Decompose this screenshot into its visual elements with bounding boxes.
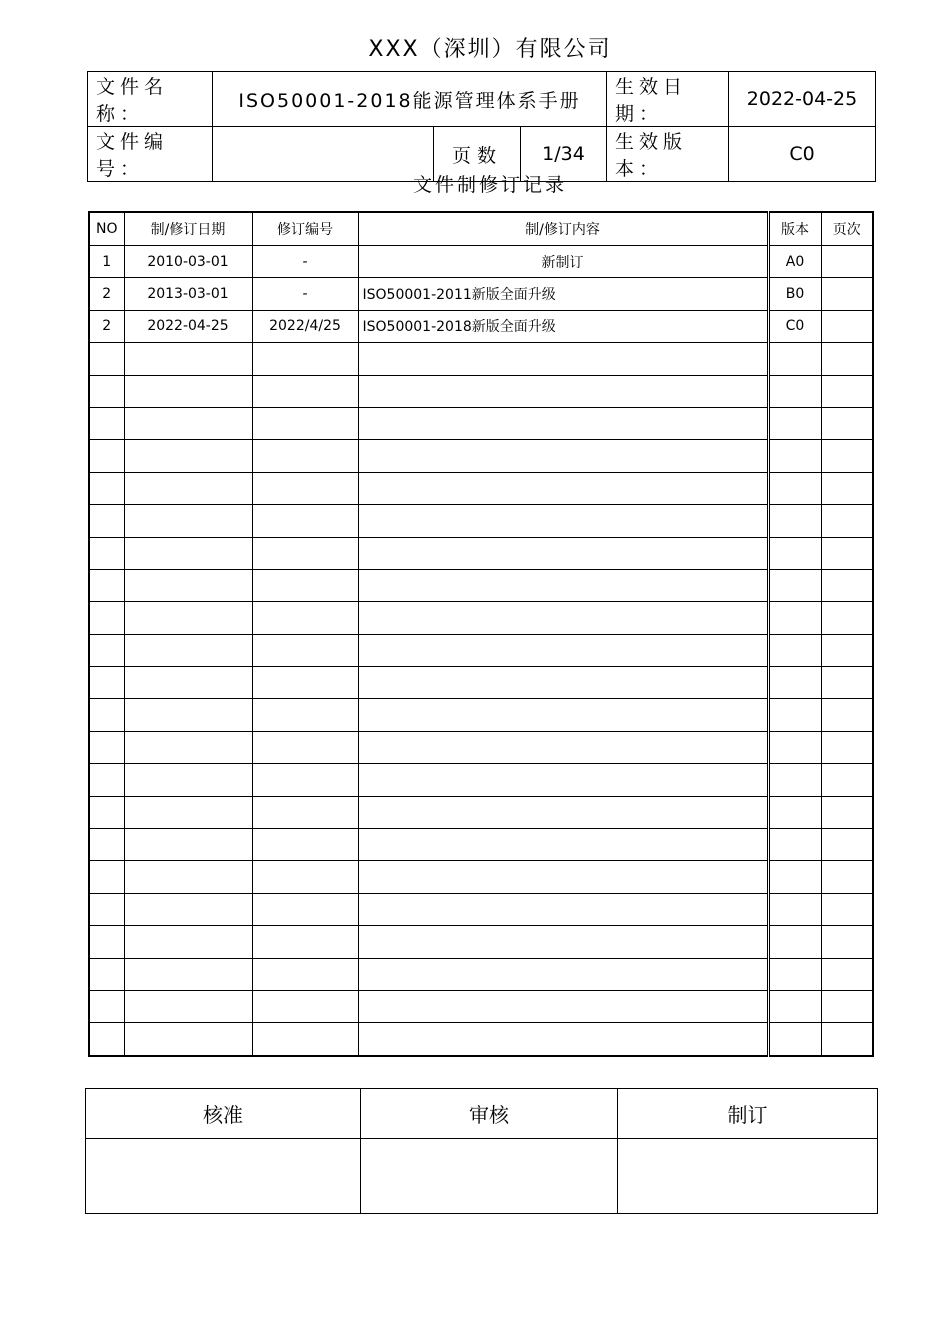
- empty-cell: [252, 537, 358, 569]
- doc-name-value: ISO50001-2018能源管理体系手册: [213, 72, 607, 127]
- empty-table-row: [89, 537, 873, 569]
- empty-cell: [89, 634, 124, 666]
- empty-cell: [252, 667, 358, 699]
- empty-table-row: [89, 893, 873, 925]
- empty-cell: [252, 407, 358, 439]
- empty-table-row: [89, 764, 873, 796]
- empty-cell: [358, 602, 768, 634]
- empty-cell: [768, 958, 821, 990]
- empty-cell: [821, 602, 873, 634]
- empty-table-row: [89, 958, 873, 990]
- empty-cell: [821, 731, 873, 763]
- doc-name-label: 文件名称：: [88, 72, 213, 127]
- empty-cell: [821, 893, 873, 925]
- empty-cell: [821, 505, 873, 537]
- empty-cell: [358, 667, 768, 699]
- empty-cell: [252, 343, 358, 375]
- empty-cell: [89, 472, 124, 504]
- empty-cell: [124, 343, 252, 375]
- empty-cell: [821, 667, 873, 699]
- empty-cell: [821, 1023, 873, 1056]
- empty-cell: [124, 796, 252, 828]
- empty-cell: [358, 893, 768, 925]
- empty-cell: [124, 375, 252, 407]
- empty-cell: [358, 407, 768, 439]
- page-count-label: 页数: [434, 127, 521, 182]
- empty-cell: [124, 505, 252, 537]
- empty-table-row: [89, 699, 873, 731]
- empty-cell: [252, 829, 358, 861]
- empty-cell: [124, 958, 252, 990]
- approve-label: 核准: [86, 1089, 361, 1139]
- row-date: 2022-04-25: [124, 310, 252, 342]
- empty-cell: [821, 537, 873, 569]
- empty-table-row: [89, 926, 873, 958]
- empty-cell: [124, 829, 252, 861]
- empty-cell: [89, 699, 124, 731]
- empty-cell: [252, 958, 358, 990]
- empty-cell: [124, 407, 252, 439]
- empty-cell: [252, 926, 358, 958]
- empty-cell: [124, 569, 252, 601]
- doc-number-label: 文件编号：: [88, 127, 213, 182]
- empty-cell: [252, 634, 358, 666]
- empty-table-row: [89, 505, 873, 537]
- empty-cell: [768, 796, 821, 828]
- empty-cell: [358, 569, 768, 601]
- empty-cell: [358, 958, 768, 990]
- row-date: 2010-03-01: [124, 246, 252, 278]
- empty-cell: [89, 990, 124, 1022]
- empty-table-row: [89, 569, 873, 601]
- empty-cell: [89, 602, 124, 634]
- empty-cell: [358, 829, 768, 861]
- effective-version-value: C0: [729, 127, 876, 182]
- row-content: ISO50001-2018新版全面升级: [358, 310, 768, 342]
- empty-cell: [89, 407, 124, 439]
- empty-table-row: [89, 829, 873, 861]
- row-date: 2013-03-01: [124, 278, 252, 310]
- empty-cell: [358, 440, 768, 472]
- empty-cell: [124, 634, 252, 666]
- review-label: 审核: [361, 1089, 618, 1139]
- empty-cell: [358, 699, 768, 731]
- row-rev-no: -: [252, 246, 358, 278]
- header-version: 版本: [768, 212, 821, 246]
- empty-cell: [124, 472, 252, 504]
- empty-cell: [768, 926, 821, 958]
- empty-table-row: [89, 407, 873, 439]
- empty-cell: [252, 440, 358, 472]
- empty-cell: [768, 764, 821, 796]
- empty-cell: [768, 505, 821, 537]
- revision-table-header: [89, 212, 873, 246]
- empty-table-row: [89, 796, 873, 828]
- empty-cell: [252, 602, 358, 634]
- table-row: [89, 278, 873, 310]
- row-pages: [821, 278, 873, 310]
- empty-cell: [768, 343, 821, 375]
- empty-cell: [821, 796, 873, 828]
- empty-cell: [89, 343, 124, 375]
- empty-cell: [768, 990, 821, 1022]
- empty-table-row: [89, 472, 873, 504]
- empty-cell: [821, 990, 873, 1022]
- header-rev-no: 修订编号: [252, 212, 358, 246]
- empty-cell: [358, 343, 768, 375]
- empty-cell: [89, 1023, 124, 1056]
- empty-cell: [768, 375, 821, 407]
- empty-cell: [358, 1023, 768, 1056]
- row-content: 新制订: [358, 246, 768, 278]
- empty-cell: [358, 375, 768, 407]
- approval-table: [85, 1088, 878, 1214]
- header-content: 制/修订内容: [358, 212, 768, 246]
- empty-cell: [768, 731, 821, 763]
- header-pages: 页次: [821, 212, 873, 246]
- empty-cell: [124, 926, 252, 958]
- empty-cell: [89, 796, 124, 828]
- row-version: C0: [768, 310, 821, 342]
- empty-cell: [124, 537, 252, 569]
- empty-table-row: [89, 667, 873, 699]
- empty-cell: [124, 990, 252, 1022]
- empty-table-row: [89, 602, 873, 634]
- empty-cell: [358, 634, 768, 666]
- section-title: 文件制修订记录: [412, 174, 567, 196]
- empty-cell: [124, 440, 252, 472]
- empty-cell: [89, 764, 124, 796]
- empty-cell: [358, 764, 768, 796]
- empty-table-row: [89, 440, 873, 472]
- document-info-table: [87, 71, 876, 182]
- row-version: B0: [768, 278, 821, 310]
- empty-table-row: [89, 731, 873, 763]
- empty-cell: [821, 926, 873, 958]
- empty-cell: [821, 472, 873, 504]
- company-title: XXX（深圳）有限公司: [368, 37, 612, 62]
- empty-cell: [89, 926, 124, 958]
- empty-cell: [358, 731, 768, 763]
- row-content: ISO50001-2011新版全面升级: [358, 278, 768, 310]
- empty-cell: [124, 1023, 252, 1056]
- empty-cell: [252, 764, 358, 796]
- empty-cell: [124, 893, 252, 925]
- empty-cell: [821, 375, 873, 407]
- empty-cell: [252, 699, 358, 731]
- table-row: [89, 310, 873, 342]
- empty-cell: [124, 731, 252, 763]
- empty-cell: [124, 699, 252, 731]
- empty-cell: [358, 796, 768, 828]
- empty-cell: [768, 569, 821, 601]
- empty-cell: [768, 699, 821, 731]
- row-rev-no: 2022/4/25: [252, 310, 358, 342]
- empty-table-row: [89, 634, 873, 666]
- empty-cell: [821, 764, 873, 796]
- header-no: NO: [89, 212, 124, 246]
- empty-cell: [358, 537, 768, 569]
- revision-record-table: [88, 211, 874, 1057]
- empty-cell: [89, 505, 124, 537]
- empty-cell: [821, 569, 873, 601]
- empty-cell: [124, 602, 252, 634]
- empty-cell: [768, 1023, 821, 1056]
- empty-cell: [124, 861, 252, 893]
- empty-cell: [821, 343, 873, 375]
- empty-table-row: [89, 861, 873, 893]
- row-rev-no: -: [252, 278, 358, 310]
- empty-cell: [768, 667, 821, 699]
- prepare-signature-cell[interactable]: [618, 1139, 878, 1214]
- review-signature-cell[interactable]: [361, 1139, 618, 1214]
- empty-cell: [252, 861, 358, 893]
- empty-cell: [358, 990, 768, 1022]
- empty-cell: [89, 569, 124, 601]
- row-version: A0: [768, 246, 821, 278]
- empty-cell: [252, 893, 358, 925]
- empty-cell: [89, 537, 124, 569]
- empty-cell: [821, 634, 873, 666]
- effective-version-label: 生效版本：: [607, 127, 729, 182]
- row-no: 2: [89, 278, 124, 310]
- empty-cell: [89, 667, 124, 699]
- empty-cell: [252, 472, 358, 504]
- empty-cell: [821, 407, 873, 439]
- empty-table-row: [89, 375, 873, 407]
- empty-cell: [768, 472, 821, 504]
- approve-signature-cell[interactable]: [86, 1139, 361, 1214]
- empty-cell: [768, 634, 821, 666]
- empty-cell: [358, 472, 768, 504]
- row-no: 1: [89, 246, 124, 278]
- empty-cell: [821, 861, 873, 893]
- empty-cell: [358, 505, 768, 537]
- empty-cell: [252, 375, 358, 407]
- empty-cell: [124, 764, 252, 796]
- empty-table-row: [89, 343, 873, 375]
- empty-cell: [358, 861, 768, 893]
- effective-date-label: 生效日期：: [607, 72, 729, 127]
- row-pages: [821, 246, 873, 278]
- table-row: [89, 246, 873, 278]
- page-count-value: 1/34: [521, 127, 607, 182]
- empty-cell: [252, 1023, 358, 1056]
- empty-cell: [89, 861, 124, 893]
- empty-cell: [252, 990, 358, 1022]
- empty-cell: [768, 829, 821, 861]
- empty-cell: [768, 893, 821, 925]
- effective-date-value: 2022-04-25: [729, 72, 876, 127]
- empty-cell: [89, 731, 124, 763]
- empty-cell: [821, 958, 873, 990]
- empty-table-row: [89, 1023, 873, 1056]
- empty-cell: [89, 893, 124, 925]
- empty-cell: [768, 440, 821, 472]
- empty-cell: [89, 829, 124, 861]
- row-no: 2: [89, 310, 124, 342]
- empty-cell: [252, 796, 358, 828]
- empty-cell: [89, 440, 124, 472]
- empty-cell: [768, 861, 821, 893]
- empty-cell: [252, 569, 358, 601]
- empty-cell: [821, 829, 873, 861]
- empty-cell: [821, 699, 873, 731]
- prepare-label: 制订: [618, 1089, 878, 1139]
- empty-cell: [768, 537, 821, 569]
- empty-cell: [768, 602, 821, 634]
- row-pages: [821, 310, 873, 342]
- empty-cell: [252, 505, 358, 537]
- empty-cell: [89, 958, 124, 990]
- header-date: 制/修订日期: [124, 212, 252, 246]
- empty-cell: [768, 407, 821, 439]
- empty-cell: [124, 667, 252, 699]
- empty-cell: [821, 440, 873, 472]
- empty-cell: [89, 375, 124, 407]
- empty-table-row: [89, 990, 873, 1022]
- empty-cell: [252, 731, 358, 763]
- empty-cell: [358, 926, 768, 958]
